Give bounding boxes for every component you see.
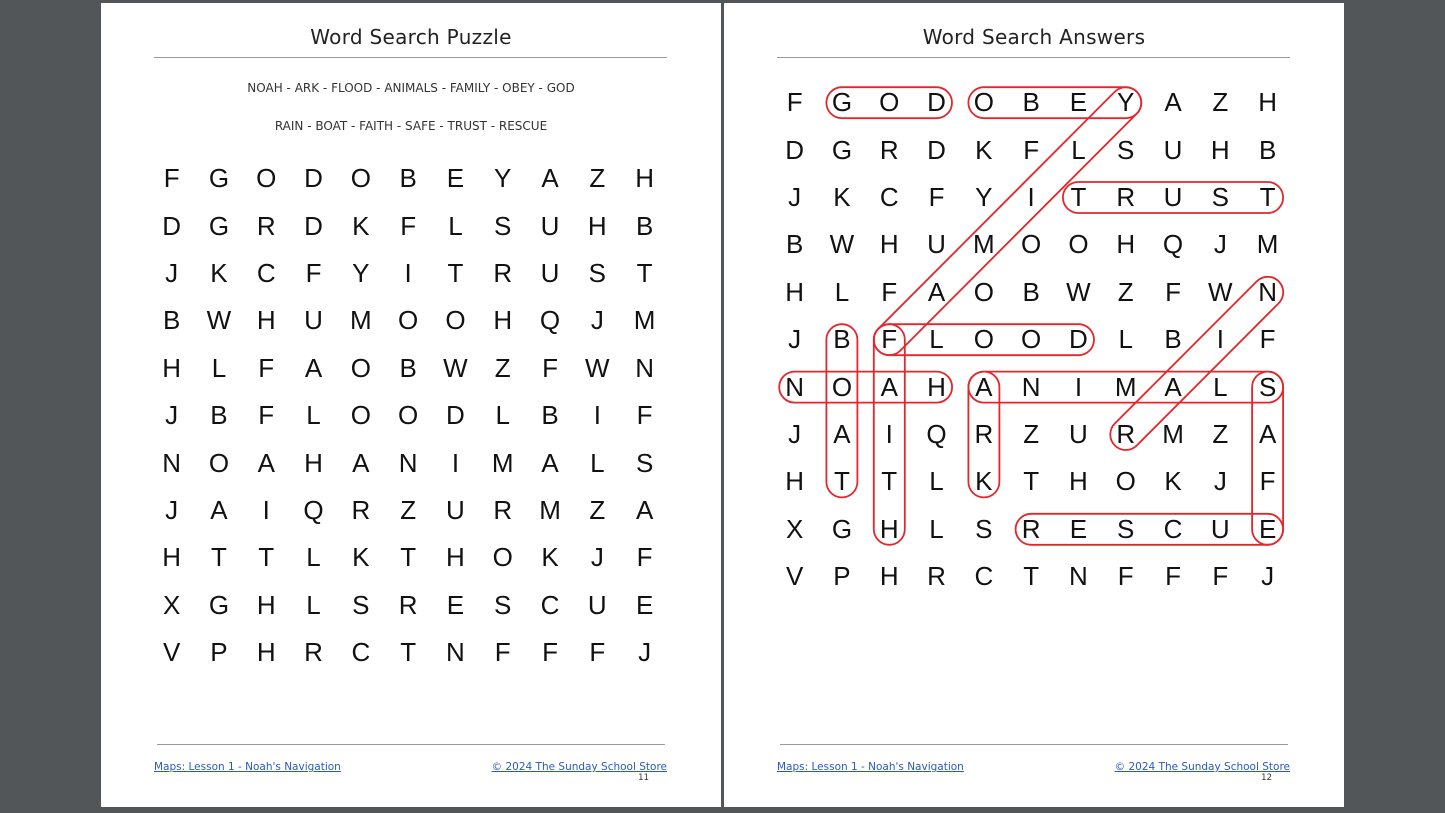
word-list-line-2: RAIN - BOAT - FAITH - SAFE - TRUST - RESCUE [274,119,548,133]
grid-letter: A [541,447,559,478]
grid-letter: E [635,589,654,620]
grid-letter: O [445,305,466,336]
grid-letter: Z [589,163,606,194]
grid-letter: F [1023,134,1040,165]
grid-letter: I [404,257,412,288]
grid-letter: D [927,134,946,165]
grid-letter: W [585,352,610,383]
grid-letter: Y [494,163,512,194]
grid-letter: B [635,210,654,241]
grid-letter: J [165,400,179,431]
grid-letter: P [210,637,228,668]
grid-letter: S [635,447,654,478]
grid-letter: T [447,257,464,288]
grid-letter: G [831,87,853,118]
grid-letter: B [162,305,181,336]
page-number: 12 [1261,773,1272,783]
grid-letter: S [975,513,993,544]
grid-letter: F [1212,561,1229,592]
grid-letter: O [256,163,277,194]
grid-letter: J [788,181,802,212]
grid-letter: T [834,466,850,497]
grid-letter: U [540,257,560,288]
grid-letter: R [879,134,899,165]
grid-letter: M [1114,371,1137,402]
grid-letter: C [540,589,560,620]
grid-letter: T [1259,181,1276,212]
grid-letter: L [1213,371,1228,402]
grid-letter: H [493,305,513,336]
grid-letter: T [1023,561,1040,592]
grid-letter: I [1074,371,1083,402]
grid-letter: N [1069,561,1088,592]
grid-letter: A [1164,371,1182,402]
puzzle-grid [148,155,668,676]
grid-letter: K [352,210,370,241]
footer-store-link[interactable]: © 2024 The Sunday School Store [1114,761,1290,773]
grid-letter: R [304,637,323,668]
grid-letter: W [1208,276,1233,307]
grid-letter: H [1069,466,1088,497]
grid-letter: K [1164,466,1182,497]
grid-letter: K [352,542,370,573]
grid-letter: A [352,447,370,478]
grid-letter: Q [926,418,947,449]
grid-letter: Y [352,257,370,288]
grid-letter: Z [1212,87,1229,118]
grid-letter: H [927,371,946,402]
grid-letter: A [1258,418,1277,449]
grid-letter: M [1256,229,1279,260]
grid-letter: F [881,324,898,355]
grid-letter: L [448,210,463,241]
grid-letter: J [788,418,802,449]
grid-letter: Z [589,494,606,525]
grid-letter: A [541,163,559,194]
grid-letter: J [1213,466,1227,497]
grid-letter: S [1117,134,1135,165]
grid-letter: B [1022,276,1040,307]
grid-letter: T [211,542,227,573]
grid-letter: F [1259,324,1276,355]
grid-letter: R [398,589,418,620]
grid-letter: D [162,210,182,241]
grid-letter: R [974,418,994,449]
grid-letter: J [165,494,179,525]
grid-letter: A [635,494,654,525]
grid-letter: O [1068,229,1089,260]
grid-letter: O [398,305,419,336]
grid-letter: J [590,305,604,336]
grid-letter: F [1165,276,1181,307]
grid-letter: C [256,257,276,288]
grid-letter: B [210,400,228,431]
grid-letter: Q [539,305,561,336]
grid-letter: Z [494,352,511,383]
grid-letter: L [590,447,605,478]
grid-letter: F [258,400,275,431]
grid-letter: K [541,542,559,573]
grid-letter: J [590,542,604,573]
grid-letter: F [1259,466,1276,497]
grid-letter: H [879,229,899,260]
grid-letter: G [831,134,853,165]
grid-letter: N [1021,371,1041,402]
grid-letter: O [208,447,230,478]
grid-letter: B [399,163,417,194]
grid-letter: I [262,494,270,525]
grid-letter: B [785,229,804,260]
grid-letter: F [163,163,180,194]
grid-letter: G [831,513,853,544]
grid-letter: L [1118,324,1133,355]
grid-letter: V [785,561,804,592]
grid-letter: W [829,229,855,260]
grid-letter: Y [975,181,993,212]
grid-letter: V [162,637,181,668]
grid-letter: D [927,87,946,118]
grid-letter: I [451,447,460,478]
grid-letter: H [785,276,805,307]
footer-lesson-link[interactable]: Maps: Lesson 1 - Noah's Navigation [777,761,964,773]
grid-letter: O [973,276,994,307]
grid-letter: T [400,637,417,668]
grid-letter: X [162,589,181,620]
grid-letter: B [1258,134,1277,165]
grid-letter: Q [303,494,324,525]
footer-divider [780,744,1288,745]
grid-letter: R [1116,418,1136,449]
word-list-line-1: NOAH - ARK - FLOOD - ANIMALS - FAMILY - OBEY - GOD [247,81,575,95]
grid-letter: W [443,352,468,383]
grid-letter: K [210,257,228,288]
grid-letter: S [588,257,606,288]
grid-letter: Z [400,494,417,525]
grid-letter: R [351,494,371,525]
grid-letter: C [351,637,371,668]
grid-letter: W [206,305,232,336]
grid-letter: U [1210,513,1230,544]
grid-letter: Y [1117,87,1135,118]
grid-letter: U [446,494,465,525]
grid-letter: I [885,418,893,449]
grid-letter: Q [1162,229,1184,260]
grid-letter: F [400,210,417,241]
grid-letter: T [400,542,417,573]
grid-letter: H [304,447,323,478]
grid-letter: M [633,305,656,336]
grid-letter: A [257,447,275,478]
grid-letter: B [833,324,851,355]
grid-letter: J [1261,561,1275,592]
grid-letter: L [929,513,944,544]
grid-letter: A [210,494,228,525]
grid-letter: F [1117,561,1134,592]
grid-letter: I [1027,181,1035,212]
grid-letter: I [593,400,601,431]
grid-letter: O [1021,324,1042,355]
grid-letter: O [492,542,513,573]
grid-letter: S [1258,371,1277,402]
grid-letter: K [975,466,993,497]
grid-letter: N [785,371,805,402]
grid-letter: R [256,210,276,241]
grid-letter: O [1021,229,1042,260]
grid-letter: H [879,561,899,592]
grid-letter: F [258,352,275,383]
grid-letter: L [211,352,227,383]
grid-letter: H [256,305,276,336]
grid-letter: Z [1117,276,1134,307]
grid-letter: O [831,371,853,402]
grid-letter: U [587,589,607,620]
page-number: 11 [638,773,649,783]
grid-letter: N [398,447,418,478]
grid-letter: H [162,352,182,383]
grid-letter: T [258,542,275,573]
grid-letter: H [1116,229,1136,260]
grid-letter: C [974,561,994,592]
grid-letter: L [929,324,944,355]
grid-letter: H [1210,134,1230,165]
grid-letter: K [833,181,851,212]
grid-letter: I [1216,324,1224,355]
grid-letter: H [635,163,654,194]
grid-letter: R [1021,513,1041,544]
grid-letter: J [638,637,652,668]
grid-letter: F [636,542,653,573]
grid-letter: O [350,400,371,431]
grid-letter: H [879,513,899,544]
grid-letter: E [1258,513,1277,544]
grid-letter: C [879,181,899,212]
grid-letter: T [1070,181,1087,212]
grid-letter: B [399,352,417,383]
grid-letter: R [493,257,513,288]
grid-letter: B [541,400,559,431]
grid-letter: S [1117,513,1135,544]
grid-letter: O [398,400,419,431]
grid-letter: D [304,163,323,194]
grid-letter: S [494,210,512,241]
grid-letter: U [304,305,323,336]
grid-letter: O [350,352,371,383]
grid-letter: L [929,466,944,497]
grid-letter: M [491,447,514,478]
grid-letter: F [589,637,606,668]
grid-letter: P [833,561,851,592]
puzzle-page [101,3,721,807]
grid-letter: D [785,134,805,165]
grid-letter: E [1069,513,1088,544]
grid-letter: F [786,87,803,118]
grid-letter: A [304,352,323,383]
grid-letter: E [1069,87,1088,118]
grid-letter: F [636,400,653,431]
grid-letter: M [1162,418,1184,449]
grid-letter: X [785,513,804,544]
grid-letter: E [446,163,465,194]
grid-letter: M [350,305,372,336]
grid-letter: H [162,542,182,573]
grid-letter: D [1069,324,1088,355]
grid-letter: N [635,352,654,383]
grid-letter: H [256,637,276,668]
grid-letter: F [881,276,898,307]
grid-letter: A [880,371,898,402]
grid-letter: S [1211,181,1229,212]
grid-letter: F [494,637,511,668]
grid-letter: A [927,276,946,307]
grid-letter: N [446,637,465,668]
grid-letter: O [973,87,994,118]
grid-letter: Z [1023,418,1040,449]
grid-letter: R [927,561,946,592]
grid-letter: O [973,324,994,355]
grid-letter: J [165,257,179,288]
answer-grid [771,79,1291,600]
grid-letter: Z [1212,418,1229,449]
grid-letter: R [493,494,513,525]
grid-letter: M [973,229,995,260]
grid-letter: U [1163,181,1183,212]
grid-letter: U [927,229,946,260]
footer-divider [157,744,665,745]
grid-letter: F [1165,561,1181,592]
grid-letter: U [1163,134,1183,165]
grid-letter: F [928,181,945,212]
answers-page [724,3,1344,807]
grid-letter: L [306,400,321,431]
grid-letter: S [494,589,512,620]
grid-letter: A [833,418,851,449]
grid-letter: O [1115,466,1136,497]
grid-letter: F [305,257,322,288]
grid-letter: H [587,210,607,241]
grid-letter: U [540,210,560,241]
title-divider [777,57,1290,58]
page-title: Word Search Puzzle [310,25,512,49]
grid-letter: D [446,400,465,431]
grid-letter: O [879,87,900,118]
grid-letter: F [542,637,558,668]
page-title: Word Search Answers [922,25,1146,49]
footer-store-link[interactable]: © 2024 The Sunday School Store [491,761,667,773]
grid-letter: B [1164,324,1182,355]
grid-letter: C [1163,513,1183,544]
grid-letter: T [881,466,898,497]
grid-letter: G [208,589,230,620]
grid-letter: R [1116,181,1136,212]
grid-letter: W [1066,276,1091,307]
grid-letter: J [788,324,802,355]
grid-letter: F [542,352,558,383]
grid-letter: J [1213,229,1227,260]
grid-letter: D [304,210,323,241]
grid-letter: H [1258,87,1277,118]
grid-letter: G [208,210,230,241]
grid-letter: U [1069,418,1088,449]
grid-letter: L [306,589,321,620]
grid-letter: H [785,466,805,497]
footer-lesson-link[interactable]: Maps: Lesson 1 - Noah's Navigation [154,761,341,773]
grid-letter: T [1023,466,1040,497]
grid-letter: O [350,163,371,194]
grid-letter: L [495,400,510,431]
grid-letter: M [539,494,561,525]
title-divider [154,57,667,58]
grid-letter: L [834,276,850,307]
grid-letter: N [162,447,182,478]
grid-letter: A [1164,87,1182,118]
grid-letter: B [1022,87,1040,118]
grid-letter: T [636,257,653,288]
grid-letter: A [975,371,993,402]
grid-letter: L [306,542,321,573]
grid-letter: E [446,589,465,620]
grid-letter: G [208,163,230,194]
grid-letter: H [256,589,276,620]
grid-letter: K [975,134,993,165]
grid-letter: L [1071,134,1086,165]
grid-letter: H [446,542,465,573]
grid-letter: S [352,589,370,620]
grid-letter: N [1258,276,1277,307]
